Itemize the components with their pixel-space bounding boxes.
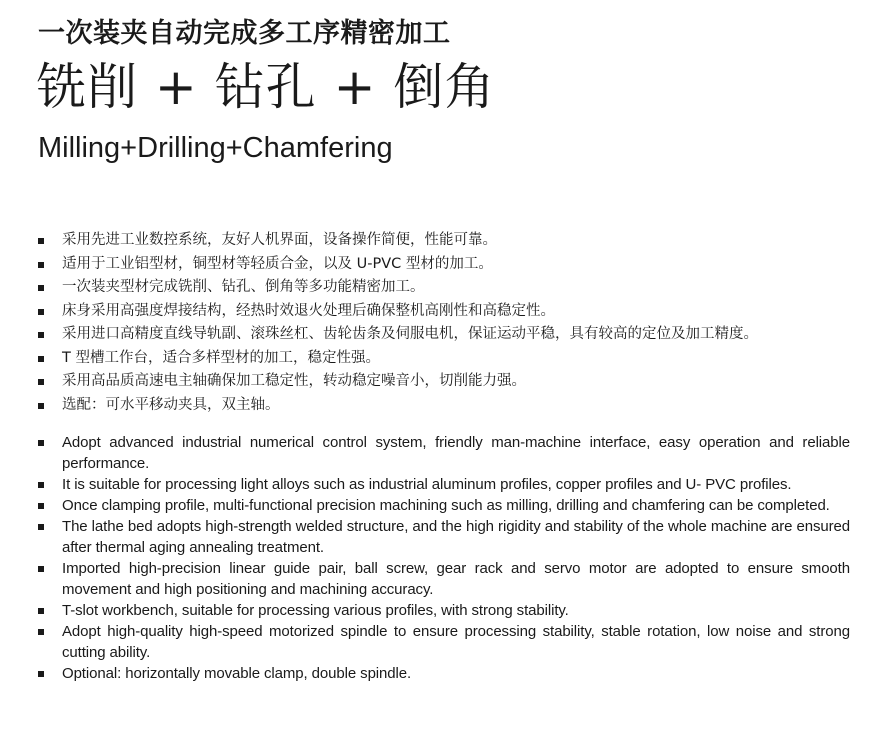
feature-item-en <box>38 600 850 621</box>
process-subtitle-cn: 铣削 + 钻孔 + 倒角 <box>36 58 496 116</box>
feature-text-en: T-slot workbench, suitable for processing various profiles, with strong stability. <box>62 602 569 619</box>
feature-text-cn: 采用先进工业数控系统，友好人机界面，设备操作简便，性能可靠。 <box>62 232 497 248</box>
feature-text-en: Adopt high-quality high-speed motorized spindle to ensure processing stability, stable rotation, low noise and strong cutting ability. <box>62 623 850 661</box>
feature-item-cn <box>38 300 850 324</box>
feature-text-cn: 采用高品质高速电主轴确保加工稳定性，转动稳定噪音小，切削能力强。 <box>62 373 526 389</box>
bullet-icon <box>38 285 44 291</box>
bullet-icon <box>38 238 44 244</box>
bullet-icon <box>38 503 44 509</box>
bullet-icon <box>38 262 44 268</box>
feature-list-cn <box>38 229 850 417</box>
process-subtitle-en: Milling+Drilling+Chamfering <box>38 132 393 164</box>
bullet-icon <box>38 379 44 385</box>
bullet-icon <box>38 629 44 635</box>
page-title: 一次装夹自动完成多工序精密加工 <box>38 18 451 49</box>
feature-item-cn <box>38 253 850 277</box>
feature-item-cn <box>38 347 850 371</box>
feature-text-cn: 床身采用高强度焊接结构，经热时效退火处理后确保整机高刚性和高稳定性。 <box>62 302 555 319</box>
feature-item-cn <box>38 370 850 394</box>
feature-item-cn <box>38 229 850 253</box>
bullet-icon <box>38 608 44 614</box>
bullet-icon <box>38 356 44 362</box>
feature-text-en: Imported high-precision linear guide pair, ball screw, gear rack and servo motor are adopted to ensure smooth movement and high positioning and machining accuracy. <box>62 560 850 598</box>
feature-list-en <box>38 432 850 684</box>
feature-item-cn <box>38 323 850 347</box>
feature-item-cn <box>38 394 850 418</box>
feature-text-en: Optional: horizontally movable clamp, double spindle. <box>62 665 412 682</box>
feature-text-en: Once clamping profile, multi-functional precision machining such as milling, drilling and chamfering can be completed. <box>62 497 830 514</box>
feature-text-cn: 选配：可水平移动夹具，双主轴。 <box>62 396 280 413</box>
bullet-icon <box>38 482 44 488</box>
feature-text-cn: 采用进口高精度直线导轨副、滚珠丝杠、齿轮齿条及伺服电机，保证运动平稳，具有较高的定位及加工精度。 <box>62 326 758 342</box>
bullet-icon <box>38 524 44 530</box>
feature-item-en <box>38 432 850 474</box>
bullet-icon <box>38 566 44 572</box>
feature-text-cn: 适用于工业铝型材，铜型材等轻质合金，以及 U-PVC 型材的加工。 <box>62 255 493 272</box>
feature-item-en <box>38 621 850 663</box>
feature-text-en: Adopt advanced industrial numerical control system, friendly man-machine interface, easy operation and reliable performance. <box>62 434 850 472</box>
bullet-icon <box>38 403 44 409</box>
feature-item-en <box>38 558 850 600</box>
feature-text-cn: T 型槽工作台，适合多样型材的加工，稳定性强。 <box>62 349 380 366</box>
feature-item-en <box>38 516 850 558</box>
feature-text-en: The lathe bed adopts high-strength welded structure, and the high rigidity and stability of the whole machine are ensured after thermal aging annealing treatment. <box>62 518 850 556</box>
feature-item-cn <box>38 276 850 300</box>
bullet-icon <box>38 309 44 315</box>
feature-item-en <box>38 495 850 516</box>
bullet-icon <box>38 671 44 677</box>
feature-text-cn: 一次装夹型材完成铣削、钻孔、倒角等多功能精密加工。 <box>62 279 425 295</box>
feature-text-en: It is suitable for processing light alloys such as industrial aluminum profiles, copper profiles and U- PVC profiles. <box>62 476 792 493</box>
bullet-icon <box>38 440 44 446</box>
bullet-icon <box>38 332 44 338</box>
feature-item-en <box>38 663 850 684</box>
feature-item-en <box>38 474 850 495</box>
